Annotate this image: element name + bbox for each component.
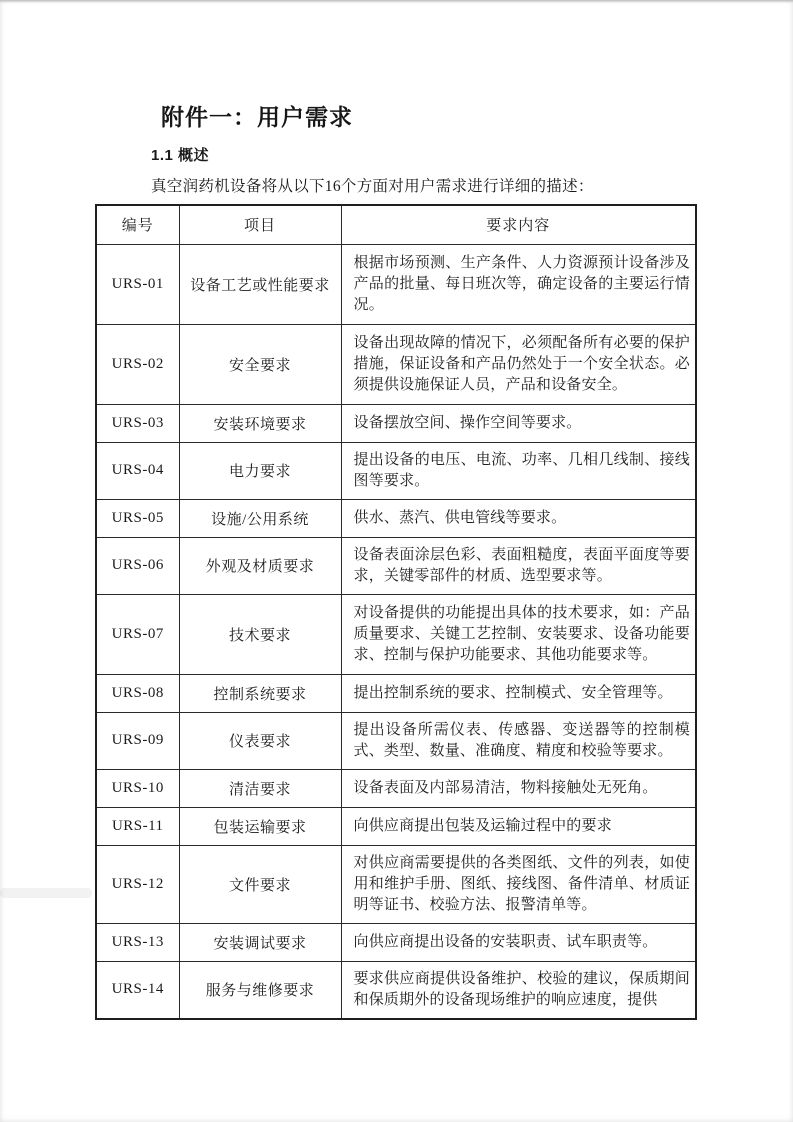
row-item-cell: 安装环境要求	[179, 404, 341, 442]
row-id-cell: URS-11	[96, 807, 179, 845]
row-content-cell: 提出设备的电压、电流、功率、几相几线制、接线图等要求。	[341, 442, 696, 499]
row-item-cell: 包装运输要求	[179, 807, 341, 845]
row-id-cell: URS-06	[96, 537, 179, 594]
row-content-cell: 提出设备所需仪表、传感器、变送器等的控制模式、类型、数量、准确度、精度和校验等要求。	[341, 712, 696, 769]
row-item-cell: 技术要求	[179, 594, 341, 674]
row-id-cell: URS-03	[96, 404, 179, 442]
row-content-cell: 向供应商提出包装及运输过程中的要求	[341, 807, 696, 845]
row-content-cell: 向供应商提出设备的安装职责、试车职责等。	[341, 923, 696, 961]
table-row	[96, 324, 696, 404]
table-row	[96, 923, 696, 961]
table-row	[96, 807, 696, 845]
row-item-cell: 安全要求	[179, 324, 341, 404]
table-row	[96, 499, 696, 537]
row-item-cell: 仪表要求	[179, 712, 341, 769]
table-row	[96, 594, 696, 674]
row-content-cell: 设备出现故障的情况下，必须配备所有必要的保护措施，保证设备和产品仍然处于一个安全状态。必须提供设施保证人员，产品和设备安全。	[341, 324, 696, 404]
row-content-cell: 提出控制系统的要求、控制模式、安全管理等。	[341, 674, 696, 712]
row-id-cell: URS-02	[96, 324, 179, 404]
row-id-cell: URS-01	[96, 244, 179, 324]
section-heading: 1.1 概述	[151, 147, 210, 164]
row-content-cell: 要求供应商提供设备维护、校验的建议，保质期间和保质期外的设备现场维护的响应速度，提供	[341, 961, 696, 1019]
row-item-cell: 安装调试要求	[179, 923, 341, 961]
table-row	[96, 961, 696, 1019]
table-row	[96, 404, 696, 442]
table-row	[96, 442, 696, 499]
row-id-cell: URS-10	[96, 769, 179, 807]
row-item-cell: 设施/公用系统	[179, 499, 341, 537]
row-item-cell: 清洁要求	[179, 769, 341, 807]
row-id-cell: URS-08	[96, 674, 179, 712]
scan-edge-artifact	[0, 0, 793, 3]
row-content-cell: 对设备提供的功能提出具体的技术要求，如：产品质量要求、关键工艺控制、安装要求、设备功能要求、控制与保护功能要求、其他功能要求等。	[341, 594, 696, 674]
urs-requirements-table	[95, 204, 697, 1020]
intro-paragraph: 真空润药机设备将从以下16个方面对用户需求进行详细的描述：	[151, 178, 594, 195]
row-content-cell: 设备表面涂层色彩、表面粗糙度，表面平面度等要求，关键零部件的材质、选型要求等。	[341, 537, 696, 594]
table-row	[96, 244, 696, 324]
table-row	[96, 537, 696, 594]
page-title: 附件一：用户需求	[161, 104, 353, 130]
table-row	[96, 674, 696, 712]
table-row	[96, 712, 696, 769]
row-item-cell: 控制系统要求	[179, 674, 341, 712]
row-id-cell: URS-04	[96, 442, 179, 499]
row-id-cell: URS-12	[96, 845, 179, 923]
row-content-cell: 供水、蒸汽、供电管线等要求。	[341, 499, 696, 537]
table-row	[96, 769, 696, 807]
row-id-cell: URS-14	[96, 961, 179, 1019]
row-content-cell: 对供应商需要提供的各类图纸、文件的列表，如使用和维护手册、图纸、接线图、备件清单、材质证明等证书、校验方法、报警清单等。	[341, 845, 696, 923]
row-item-cell: 服务与维修要求	[179, 961, 341, 1019]
scan-smudge-artifact	[0, 888, 92, 898]
header-content: 要求内容	[341, 205, 696, 244]
row-item-cell: 设备工艺或性能要求	[179, 244, 341, 324]
table-row	[96, 845, 696, 923]
row-item-cell: 电力要求	[179, 442, 341, 499]
row-id-cell: URS-09	[96, 712, 179, 769]
row-item-cell: 外观及材质要求	[179, 537, 341, 594]
row-content-cell: 设备表面及内部易清洁，物料接触处无死角。	[341, 769, 696, 807]
row-content-cell: 根据市场预测、生产条件、人力资源预计设备涉及产品的批量、每日班次等，确定设备的主要运行情况。	[341, 244, 696, 324]
header-item: 项目	[179, 205, 341, 244]
row-content-cell: 设备摆放空间、操作空间等要求。	[341, 404, 696, 442]
header-id: 编号	[96, 205, 179, 244]
row-item-cell: 文件要求	[179, 845, 341, 923]
row-id-cell: URS-07	[96, 594, 179, 674]
row-id-cell: URS-05	[96, 499, 179, 537]
table-header-row	[96, 205, 696, 244]
row-id-cell: URS-13	[96, 923, 179, 961]
